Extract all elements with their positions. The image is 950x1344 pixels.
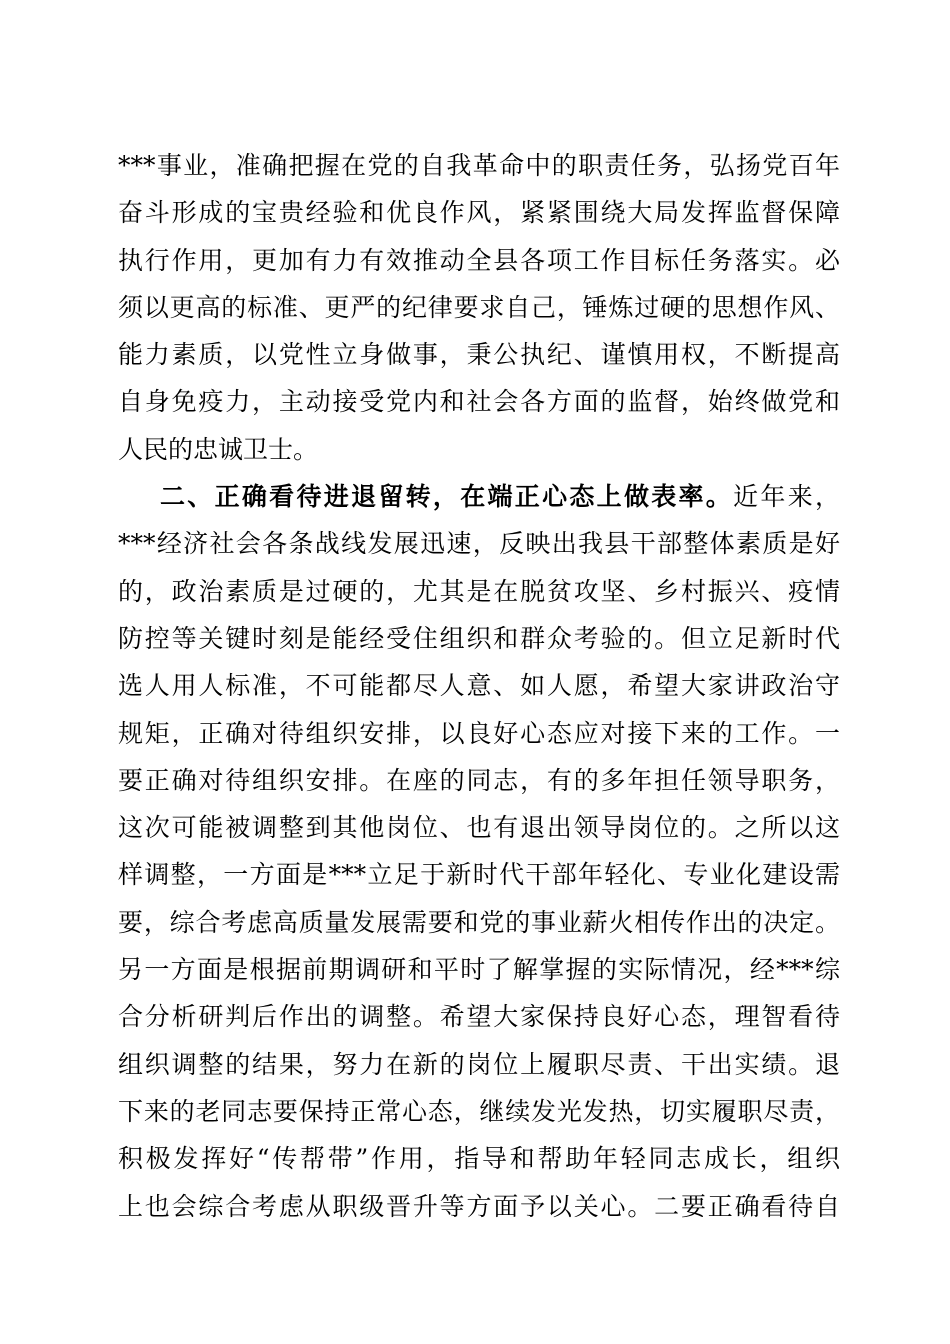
text-line: ***经济社会各条战线发展迅速，反映出我县干部整体素质是好 bbox=[118, 529, 840, 559]
text-line: 组织调整的结果，努力在新的岗位上履职尽责、干出实绩。退 bbox=[118, 1049, 840, 1079]
document-body bbox=[118, 142, 840, 1230]
text-line: 防控等关键时刻是能经受住组织和群众考验的。但立足新时代 bbox=[118, 623, 840, 653]
section-heading: 二、正确看待进退留转，在端正心态上做表率。 bbox=[160, 482, 734, 512]
text-line: 的，政治素质是过硬的，尤其是在脱贫攻坚、乡村振兴、疫情 bbox=[118, 576, 840, 606]
text-line: 规矩，正确对待组织安排，以良好心态应对接下来的工作。一 bbox=[118, 718, 840, 748]
text-line: 能力素质，以党性立身做事，秉公执纪、谨慎用权，不断提高 bbox=[118, 340, 840, 370]
text-line: 要，综合考虑高质量发展需要和党的事业薪火相传作出的决定。 bbox=[118, 907, 840, 937]
text-line: 要正确对待组织安排。在座的同志，有的多年担任领导职务， bbox=[118, 765, 840, 795]
text-line: 须以更高的标准、更严的纪律要求自己，锤炼过硬的思想作风、 bbox=[118, 292, 840, 322]
text-line: ***事业，准确把握在党的自我革命中的职责任务，弘扬党百年 bbox=[118, 151, 840, 180]
text-line: 上也会综合考虑从职级晋升等方面予以关心。二要正确看待自 bbox=[118, 1191, 840, 1221]
text-line: 奋斗形成的宝贵经验和优良作风，紧紧围绕大局发挥监督保障 bbox=[118, 198, 840, 228]
text-line: 另一方面是根据前期调研和平时了解掌握的实际情况，经***综 bbox=[118, 955, 840, 985]
text-line: 自身免疫力，主动接受党内和社会各方面的监督，始终做党和 bbox=[118, 387, 840, 417]
text-line: 下来的老同志要保持正常心态，继续发光发热，切实履职尽责， bbox=[118, 1096, 840, 1126]
section-heading-tail: 近年来， bbox=[733, 482, 840, 512]
section-heading-line bbox=[118, 473, 840, 520]
text-line: 积极发挥好“传帮带”作用，指导和帮助年轻同志成长，组织 bbox=[118, 1144, 840, 1174]
text-line: 人民的忠诚卫士。 bbox=[118, 434, 319, 464]
text-line: 这次可能被调整到其他岗位、也有退出领导岗位的。之所以这 bbox=[118, 813, 840, 843]
text-line: 选人用人标准，不可能都尽人意、如人愿，希望大家讲政治守 bbox=[118, 671, 840, 701]
text-line: 样调整，一方面是***立足于新时代干部年轻化、专业化建设需 bbox=[118, 860, 840, 890]
text-line: 合分析研判后作出的调整。希望大家保持良好心态，理智看待 bbox=[118, 1002, 840, 1032]
text-line: 执行作用，更加有力有效推动全县各项工作目标任务落实。必 bbox=[118, 245, 840, 275]
